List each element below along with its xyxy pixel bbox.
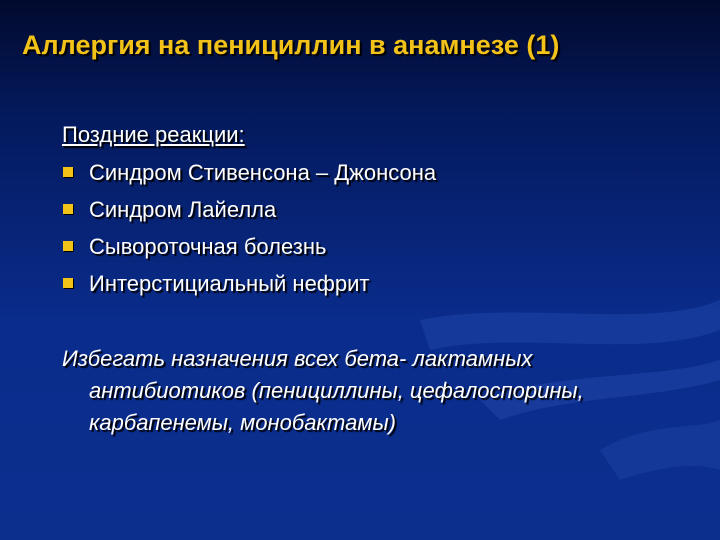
recommendation-note: Избегать назначения всех бета- лактамных антибиотиков (пенициллины, цефалоспорины, карбапенемы, монобактамы) [62, 346, 584, 435]
list-item-text: Синдром Лайелла [89, 197, 277, 222]
list-item-text: Интерстициальный нефрит [89, 271, 370, 296]
slide-body [62, 122, 682, 439]
square-bullet-icon [63, 241, 73, 251]
list-item [62, 234, 682, 260]
square-bullet-icon [63, 278, 73, 288]
list-item-text: Сывороточная болезнь [89, 234, 327, 259]
list-item [62, 160, 682, 186]
slide-title: Аллергия на пенициллин в анамнезе (1) [22, 30, 560, 60]
square-bullet-icon [63, 167, 73, 177]
square-bullet-icon [63, 204, 73, 214]
subheading: Поздние реакции: [62, 122, 245, 147]
bullet-list [62, 160, 682, 297]
list-item-text: Синдром Стивенсона – Джонсона [89, 160, 437, 185]
list-item [62, 197, 682, 223]
list-item [62, 271, 682, 297]
